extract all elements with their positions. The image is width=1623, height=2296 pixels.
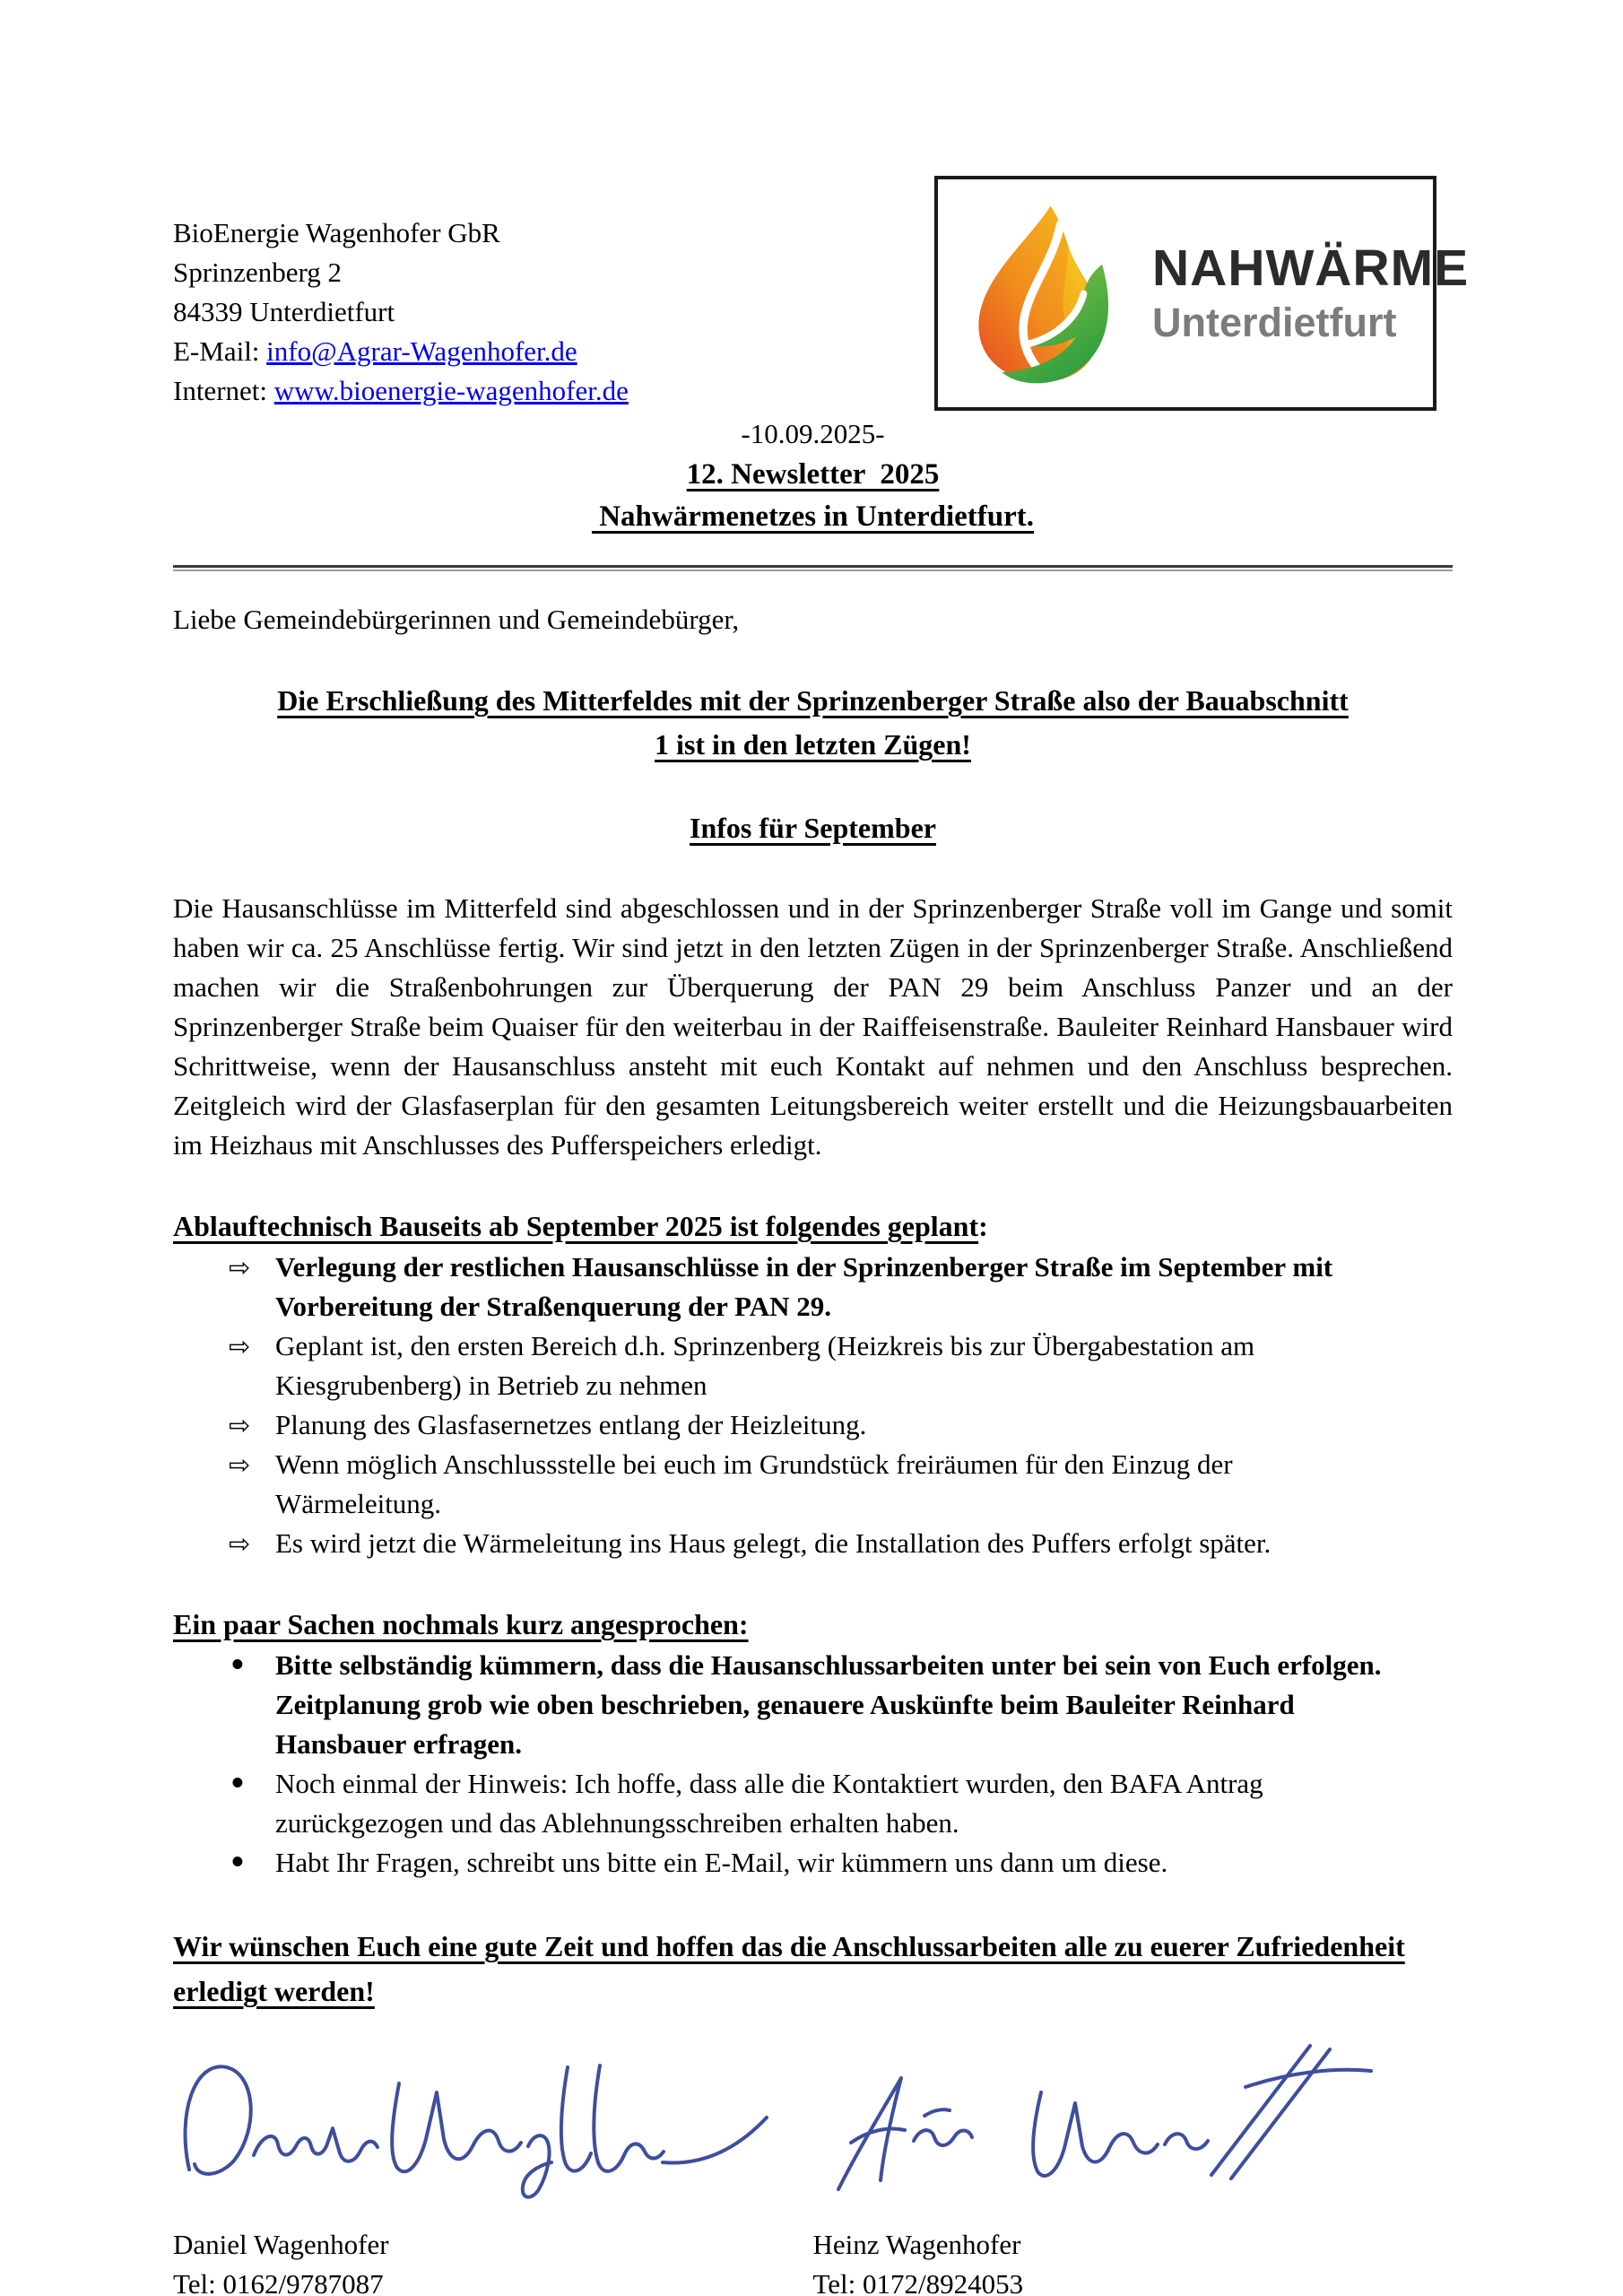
signatory-name: Heinz Wagenhofer (812, 2229, 1021, 2260)
plan-list (173, 1248, 1453, 1563)
plan-section-heading: Ablauftechnisch Bauseits ab September 2025 ist folgendes geplant: (173, 1210, 988, 1242)
disc-bullet-icon: • (229, 1847, 247, 1879)
signatory-tel: Tel: 0162/9787087 (173, 2268, 384, 2296)
arrow-bullet-icon: ⇨ (229, 1410, 251, 1440)
plan-item-text: Geplant ist, den ersten Bereich d.h. Sprinzenberg (Heizkreis bis zur Übergabestation am Kiesgrubenberg) in Betrieb zu nehmen (275, 1330, 1255, 1401)
notes-list (173, 1646, 1453, 1883)
sender-email-line (173, 332, 855, 371)
logo-title: NAHWÄRME (1152, 239, 1470, 298)
email-link[interactable]: info@Agrar-Wagenhofer.de (266, 335, 577, 367)
email-label: E-Mail: (173, 335, 267, 367)
plan-item-text: Verlegung der restlichen Hausanschlüsse in der Sprinzenberger Straße im September mit Vorbereitung der Straßenquerung der PAN 29. (275, 1251, 1333, 1322)
arrow-bullet-icon: ⇨ (229, 1252, 251, 1283)
list-item (173, 1445, 1453, 1524)
internet-label: Internet: (173, 375, 274, 406)
headline-line1: Die Erschließung des Mitterfeldes mit der Sprinzenberger Straße also der Bauabschnitt (277, 684, 1349, 717)
website-link[interactable]: www.bioenergie-wagenhofer.de (273, 375, 629, 406)
signatures-area (173, 2028, 1453, 2218)
notes-item-text: Noch einmal der Hinweis: Ich hoffe, dass alle die Kontaktiert wurden, den BAFA Antrag zurückgezogen und das Ablehnungsschreiben erhalten haben. (275, 1768, 1263, 1839)
logo-text-block (1152, 239, 1470, 346)
signatory-names-row (173, 2225, 1453, 2296)
header-divider (173, 565, 1453, 571)
signatory-name: Daniel Wagenhofer (173, 2229, 389, 2260)
closing-statement: Wir wünschen Euch eine gute Zeit und hoffen das die Anschlussarbeiten alle zu euerer Zufriedenheit erledigt werden! (173, 1930, 1405, 2007)
list-item (173, 1764, 1453, 1843)
daniel-signature (186, 2066, 767, 2197)
logo-subtitle: Unterdietfurt (1152, 300, 1397, 346)
headline-line2: 1 ist in den letzten Zügen! (655, 728, 971, 761)
sender-address-block (173, 213, 855, 411)
list-item (173, 1524, 1453, 1563)
list-item (173, 1646, 1453, 1764)
newsletter-title-line2: Nahwärmenetzes in Unterdietfurt. (591, 500, 1035, 533)
intro-paragraph: Die Hausanschlüsse im Mitterfeld sind abgeschlossen und in der Sprinzenberger Straße voll im Gange und somit haben wir ca. 25 Anschlüsse fertig. Wir sind jetzt in den letzten Zügen in der Sprinzenberger Straße. Anschließend machen wir die Straßenbohrungen zur Überquerung der PAN 29 beim Anschluss Panzer und an der Sprinzenberger Straße beim Quaiser für den weiterbau in der Raiffeisenstraße. Bauleiter Reinhard Hansbauer wird Schrittweise, wenn der Hausanschluss ansteht mit euch Kontakt auf nehmen und den Anschluss besprechen. Zeitgleich wird der Glasfaserplan für den gesamten Leitungsbereich weiter erstellt und die Heizungsbauarbeiten im Heizhaus mit Anschlusses des Pufferspeichers erledigt. (173, 892, 1453, 1161)
plan-item-text: Es wird jetzt die Wärmeleitung ins Haus gelegt, die Installation des Puffers erfolgt später. (275, 1527, 1271, 1559)
sender-internet-line (173, 371, 855, 411)
sender-company: BioEnergie Wagenhofer GbR (173, 217, 500, 248)
notes-item-text: Bitte selbständig kümmern, dass die Hausanschlussarbeiten unter bei sein von Euch erfolgen. Zeitplanung grob wie oben beschrieben, genauere Auskünfte beim Bauleiter Reinhard Hansbauer erfragen. (275, 1649, 1382, 1760)
notes-item-text: Habt Ihr Fragen, schreibt uns bitte ein E-Mail, wir kümmern uns dann um diese. (275, 1847, 1168, 1878)
newsletter-title-line1: 12. Newsletter 2025 (686, 458, 940, 491)
subheadline: Infos für September (690, 812, 936, 844)
flame-leaf-icon (954, 193, 1147, 395)
signatory-left (173, 2225, 813, 2296)
disc-bullet-icon: • (229, 1768, 247, 1800)
arrow-bullet-icon: ⇨ (229, 1528, 251, 1559)
greeting: Liebe Gemeindebürgerinnen und Gemeindebürger, (173, 604, 740, 635)
arrow-bullet-icon: ⇨ (229, 1331, 251, 1361)
list-item (173, 1405, 1453, 1445)
plan-item-text: Planung des Glasfasernetzes entlang der Heizleitung. (275, 1409, 867, 1440)
arrow-bullet-icon: ⇨ (229, 1449, 251, 1480)
signatory-tel: Tel: 0172/8924053 (812, 2268, 1024, 2296)
sender-street: Sprinzenberg 2 (173, 257, 342, 288)
list-item (173, 1248, 1453, 1326)
signature-images (173, 2028, 1428, 2218)
notes-section-heading: Ein paar Sachen nochmals kurz angesprochen: (173, 1608, 749, 1640)
disc-bullet-icon: • (229, 1649, 247, 1682)
plan-item-text: Wenn möglich Anschlussstelle bei euch im Grundstück freiräumen für den Einzug der Wärmeleitung. (275, 1448, 1233, 1519)
sender-city: 84339 Unterdietfurt (173, 296, 395, 327)
signatory-right (813, 2225, 1454, 2296)
nahwaerme-logo (934, 176, 1470, 411)
list-item (173, 1326, 1453, 1405)
date-line: -10.09.2025- (741, 418, 885, 449)
heinz-signature (838, 2046, 1371, 2189)
list-item (173, 1843, 1453, 1883)
